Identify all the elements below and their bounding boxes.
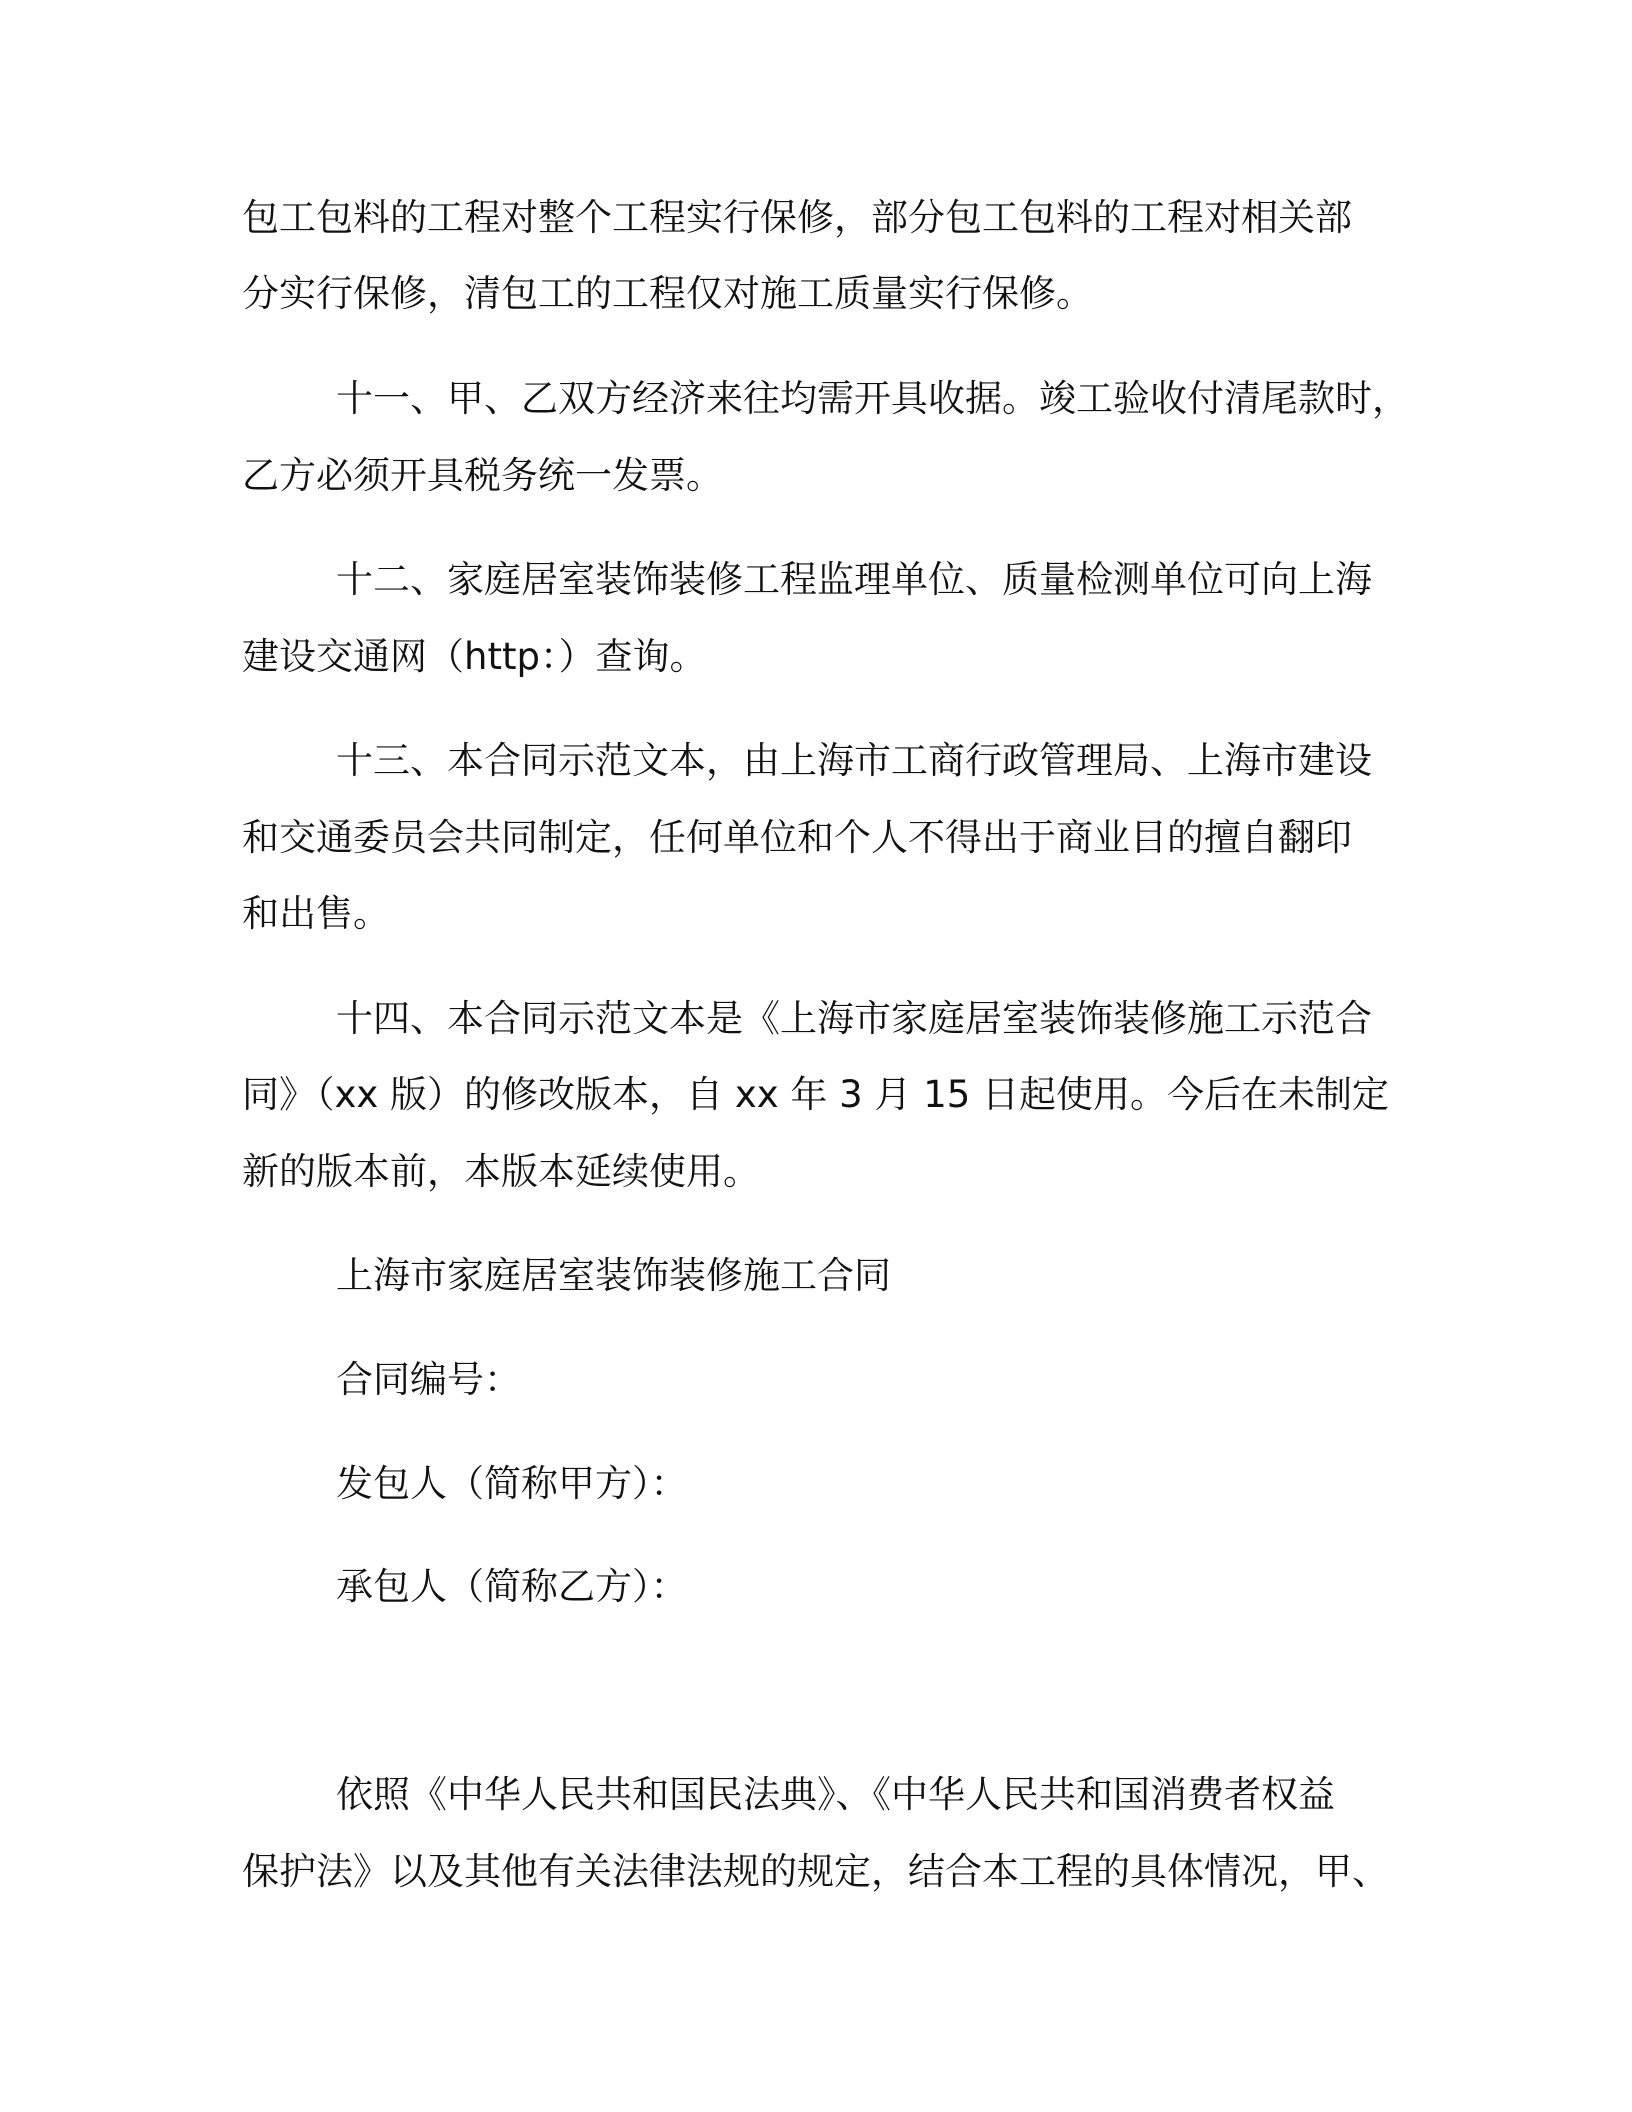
- text-line: 建设交通网（http：）查询。: [242, 635, 707, 678]
- text-line: 和交通委员会共同制定，任何单位和个人不得出于商业目的擅自翻印: [242, 816, 1352, 859]
- text-line: 保护法》以及其他有关法律法规的规定，结合本工程的具体情况，甲、: [242, 1850, 1389, 1893]
- text-line: 十一、甲、乙双方经济来往均需开具收据。竣工验收付清尾款时，: [336, 377, 1409, 420]
- party-b-label: 承包人（简称乙方）：: [336, 1565, 688, 1608]
- party-a-label: 发包人（简称甲方）：: [336, 1462, 688, 1505]
- text-line: 乙方必须开具税务统一发票。: [242, 454, 723, 497]
- text-line: 分实行保修，清包工的工程仅对施工质量实行保修。: [242, 272, 1093, 315]
- text-line: 新的版本前，本版本延续使用。: [242, 1150, 760, 1193]
- contract-number-label: 合同编号：: [336, 1358, 521, 1401]
- text-line: 依照《中华人民共和国民法典》、《中华人民共和国消费者权益: [336, 1773, 1335, 1816]
- text-line: 同》（xx 版）的修改版本，自 xx 年 3 月 15 日起使用。今后在未制定: [242, 1073, 1390, 1116]
- text-line: 和出售。: [242, 892, 390, 935]
- text-line: 十三、本合同示范文本，由上海市工商行政管理局、上海市建设: [336, 739, 1372, 782]
- text-line: 十二、家庭居室装饰装修工程监理单位、质量检测单位可向上海: [336, 558, 1372, 601]
- text-line: 包工包料的工程对整个工程实行保修，部分包工包料的工程对相关部: [242, 196, 1352, 239]
- contract-title: 上海市家庭居室装饰装修施工合同: [336, 1254, 891, 1297]
- text-line: 十四、本合同示范文本是《上海市家庭居室装饰装修施工示范合: [336, 997, 1372, 1040]
